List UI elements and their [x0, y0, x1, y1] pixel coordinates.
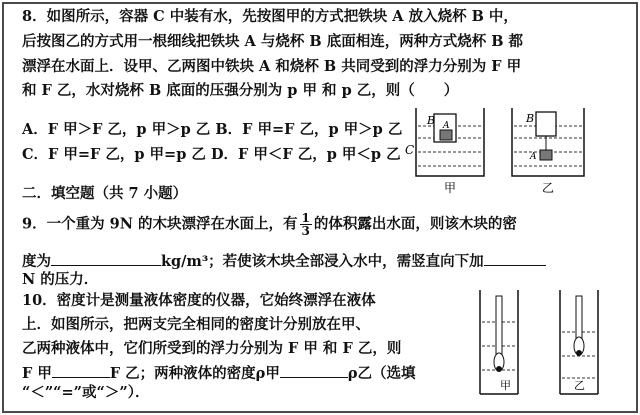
- q10-line-2: 上．如图所示，把两支完全相同的密度计分别放在甲、: [22, 316, 370, 333]
- q9-blank-density[interactable]: [51, 251, 161, 266]
- figure-yi-beaker: [506, 104, 596, 196]
- q8-options-a-b: A．F 甲＞F 乙，p 甲＞p 乙 B．F 甲=F 乙，p 甲＞p 乙: [22, 121, 403, 138]
- figure-hydrometers: [470, 286, 620, 406]
- q10-line-4-mid: F 乙；两种液体的密度ρ甲: [109, 365, 280, 382]
- q9-line-2-mid: kg/m³；若使该木块全部浸入水中，需竖直向下加: [161, 253, 484, 270]
- figure-jia-beaker: [400, 104, 500, 196]
- figure-jia-label-b: B: [427, 114, 436, 127]
- q10-line-3: 乙两种液体中，它们所受到的浮力分别为 F 甲 和 F 乙，则: [22, 340, 402, 357]
- figure-yi-label-a: A: [530, 152, 537, 162]
- section-heading: 二．填空题（共 7 小题）: [22, 185, 188, 202]
- figure-jia-label-c: C: [405, 143, 415, 157]
- figure-yi-caption: 乙: [542, 181, 555, 195]
- q8-options-c-d: C．F 甲=F 乙，p 甲=p 乙 D．F 甲＜F 乙，p 甲＜p 乙: [22, 146, 401, 163]
- q9-line-1-pre: 9．一个重为 9N 的木块漂浮在水面上，有: [22, 215, 298, 233]
- figure-yi-label-b: B: [526, 112, 535, 125]
- hydrometer-caption-left: 甲: [500, 379, 511, 392]
- q9-line-3: N 的压力．: [22, 271, 99, 288]
- fraction-numerator: 1: [301, 211, 310, 225]
- q8-line-4: 和 F 乙，水对烧杯 B 底面的压强分别为 p 甲 和 p 乙，则（ ）: [22, 82, 459, 99]
- q10-blank-force[interactable]: [52, 363, 110, 378]
- q8-line-2: 后按图乙的方式用一根细线把铁块 A 与烧杯 B 底面相连，两种方式烧杯 B 都: [22, 33, 524, 50]
- q10-line-1: 10．密度计是测量液体密度的仪器，它始终漂浮在液体: [22, 292, 376, 309]
- q9-line-2-pre: 度为: [22, 253, 51, 270]
- figure-jia-label-a: A: [443, 121, 450, 131]
- hydrometer-caption-right: 乙: [574, 379, 585, 392]
- q10-line-4: [22, 363, 416, 383]
- q9-line-1: [22, 212, 517, 237]
- q9-line-2: [22, 251, 546, 271]
- q8-line-1: 8．如图所示，容器 C 中装有水，先按图甲的方式把铁块 A 放入烧杯 B 中，: [22, 8, 518, 25]
- q8-line-3: 漂浮在水面上．设甲、乙两图中铁块 A 和烧杯 B 共同受到的浮力分别为 F 甲: [22, 58, 522, 75]
- q9-line-1-post: 的体积露出水面，则该木块的密: [313, 215, 517, 233]
- q10-line-5: “＜”“=”或“＞”）．: [22, 384, 150, 401]
- fraction: [300, 212, 312, 237]
- q9-blank-force[interactable]: [484, 251, 546, 266]
- fraction-denominator: 3: [301, 224, 310, 238]
- figure-jia-caption: 甲: [444, 181, 457, 195]
- q10-blank-density[interactable]: [280, 363, 348, 378]
- q10-line-4-pre: F 甲: [22, 365, 52, 382]
- q10-line-4-post: ρ乙（选填: [347, 365, 416, 382]
